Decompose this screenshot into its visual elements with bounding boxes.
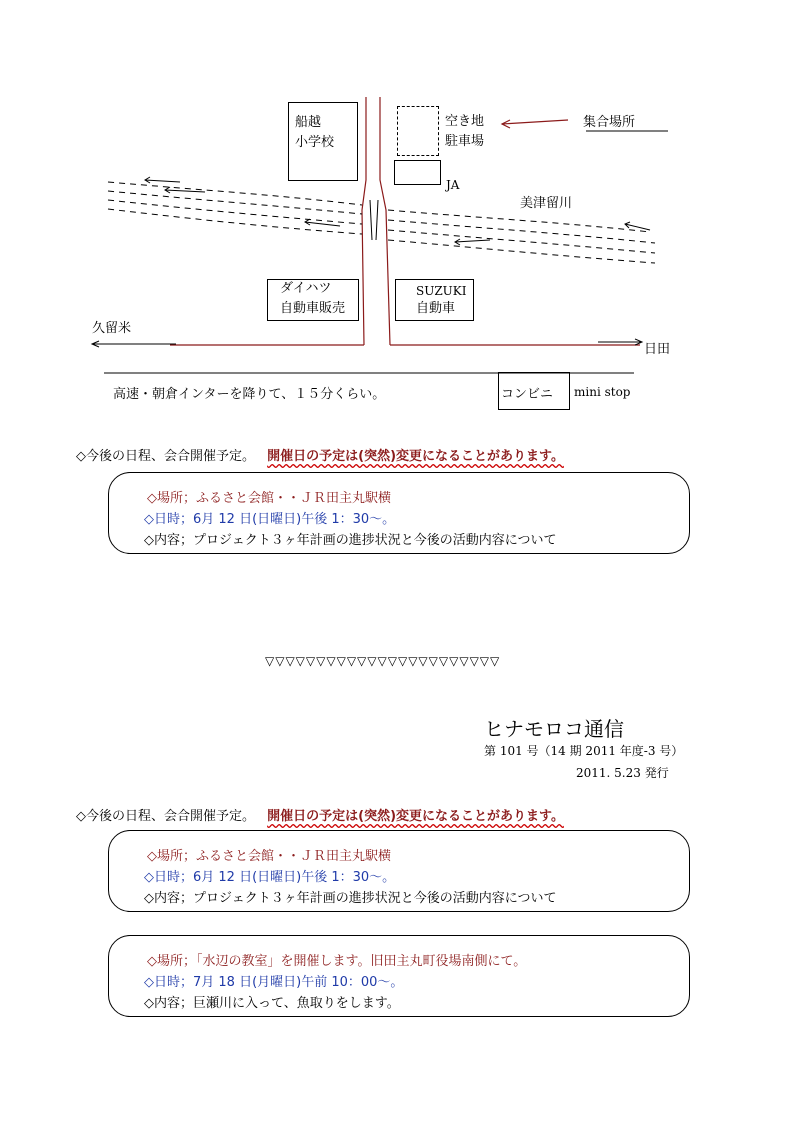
ja-label: JA [446,178,460,192]
kurume-label: 久留米 [92,321,132,336]
map-lines [0,0,794,420]
event-date: ◇日時；6月 12 日(日曜日)午後 1：30～。 [144,512,396,527]
event-date: ◇日時；6月 12 日(日曜日)午後 1：30～。 [144,870,396,885]
river-label: 美津留川 [520,196,573,211]
parking-box [397,106,439,156]
event-content: ◇内容；プロジェクト３ヶ年計画の進捗状況と今後の活動内容について [144,891,557,906]
meeting-point-label: 集合場所 [583,115,636,130]
event-place: ◇場所；「水辺の教室」を開催します。旧田主丸町役場南側にて。 [147,954,527,969]
suzuki-label-1: SUZUKI [416,284,467,298]
parking-label-2: 駐車場 [445,134,485,149]
school-label-1: 船越 [295,115,322,130]
event-card-2 [108,830,690,912]
event-date: ◇日時；7月 18 日(月曜日)午前 10：00～。 [144,975,404,990]
ministop-label: mini stop [574,385,631,399]
newsletter-issue: 第 101 号（14 期 2011 年度-3 号） [484,744,684,758]
daihatsu-label-2: 自動車販売 [280,301,346,316]
schedule-intro-text-2: ◇今後の日程、会合開催予定。 [76,809,255,824]
daihatsu-label-1: ダイハツ [280,281,332,296]
directions-text: 高速・朝倉インターを降りて、１５分くらい。 [113,387,386,402]
suzuki-label-2: 自動車 [416,301,456,316]
daihatsu-box [267,279,359,321]
schedule-intro-1 [76,445,564,464]
school-label-2: 小学校 [295,135,335,150]
newsletter-date: 2011. 5.23 発行 [576,766,669,780]
schedule-intro-text: ◇今後の日程、会合開催予定。 [76,449,255,464]
conbini-box [498,372,570,410]
ja-box [394,160,441,185]
event-place: ◇場所；ふるさと会館・・ＪＲ田主丸駅横 [147,491,391,506]
event-content: ◇内容；プロジェクト３ヶ年計画の進捗状況と今後の活動内容について [144,533,557,548]
event-card-3 [108,935,690,1017]
school-box [288,102,358,181]
event-card-1 [108,472,690,554]
schedule-intro-2 [76,805,564,824]
triangle-divider: ▽▽▽▽▽▽▽▽▽▽▽▽▽▽▽▽▽▽▽▽▽▽▽ [265,654,501,668]
parking-label-1: 空き地 [445,114,485,129]
schedule-warning-2: 開催日の予定は(突然)変更になることがあります。 [267,809,564,824]
conbini-label: コンビニ [501,387,554,402]
newsletter-title: ヒナモロコ通信 [484,717,624,741]
suzuki-box [395,279,474,321]
event-content: ◇内容；巨瀬川に入って、魚取りをします。 [144,996,400,1011]
event-place: ◇場所；ふるさと会館・・ＪＲ田主丸駅横 [147,849,391,864]
schedule-warning: 開催日の予定は(突然)変更になることがあります。 [267,449,564,464]
hita-label: 日田 [644,342,671,357]
